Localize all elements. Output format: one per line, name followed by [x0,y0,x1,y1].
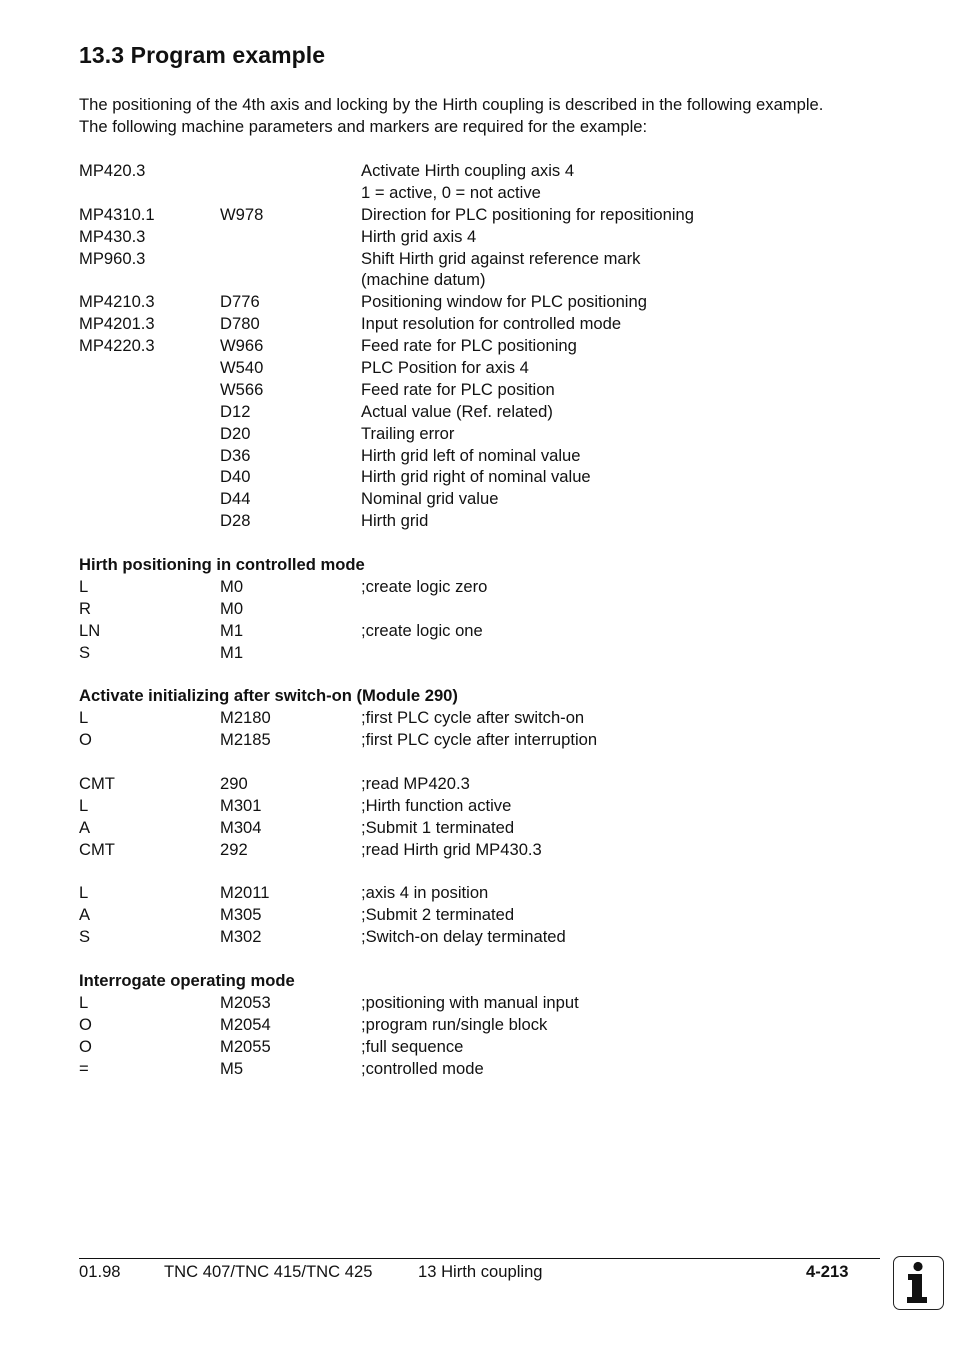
row-col-3: Hirth grid left of nominal value [361,445,581,465]
spacer [79,948,879,970]
row-col-2: D36 [220,445,251,465]
intro-paragraph: The positioning of the 4th axis and locking by the Hirth coupling is described in the following example. The following machine parameters and markers are required for the example: [79,95,824,136]
table-row [79,445,879,467]
table-row [79,466,879,488]
table-row [79,598,879,620]
table-row [79,882,879,904]
row-col-1: L [79,883,89,903]
row-col-3: ;read Hirth grid MP430.3 [361,839,542,859]
table-row [79,335,879,357]
row-col-2: 292 [220,839,248,859]
table-row [79,1014,879,1036]
row-col-1: MP420.3 [79,161,146,180]
row-col-2: M1 [220,642,244,662]
table-row [79,904,879,926]
row-col-3: ;create logic one [361,620,483,640]
section-heading: Hirth positioning in controlled mode [79,555,365,575]
table-row [79,379,879,401]
row-col-3: (machine datum) [361,270,486,290]
row-col-3: ;Hirth function active [361,795,512,815]
content [79,160,879,1079]
table-row [79,576,879,598]
table-row [79,1036,879,1058]
table-row [79,773,879,795]
table-row [79,707,879,729]
row-col-2: M0 [220,598,244,618]
table-row [79,510,879,532]
row-col-2: M301 [220,795,262,815]
row-col-3: Shift Hirth grid against reference mark [361,248,641,268]
row-col-2: M1 [220,620,244,640]
table-row [79,160,879,182]
row-col-2: D28 [220,511,251,531]
row-col-2: D780 [220,314,260,334]
row-col-3: ;Submit 2 terminated [361,905,515,925]
row-col-1: MP4310.1 [79,204,155,224]
row-col-2: W978 [220,204,264,224]
row-col-3: ;first PLC cycle after interruption [361,730,598,750]
row-col-3: ;controlled mode [361,1058,484,1078]
row-col-2: D44 [220,489,251,509]
row-col-1: R [79,598,91,618]
table-row [79,182,879,204]
row-col-3: ;program run/single block [361,1014,548,1034]
row-col-1: L [79,992,89,1012]
row-col-3: Positioning window for PLC positioning [361,292,647,312]
row-col-2: M2054 [220,1014,271,1034]
table-row [79,992,879,1014]
info-icon [893,1256,944,1310]
row-col-1: O [79,730,92,750]
row-col-2: M2053 [220,992,271,1012]
row-col-2: M305 [220,905,262,925]
row-col-3: ;Submit 1 terminated [361,817,515,837]
table-row [79,423,879,445]
table-row [79,926,879,948]
table-row [79,839,879,861]
row-col-3: ;first PLC cycle after switch-on [361,708,585,728]
row-col-3: ;positioning with manual input [361,992,579,1012]
row-col-2: D40 [220,467,251,487]
footer-chapter: 13 Hirth coupling [418,1262,543,1281]
table-row [79,817,879,839]
row-col-2: D776 [220,292,260,312]
row-col-3: ;create logic zero [361,576,488,596]
row-col-1: A [79,905,91,925]
row-col-2: M2055 [220,1036,271,1056]
table-row [79,729,879,751]
spacer [79,663,879,685]
row-col-2: M302 [220,927,262,947]
parameter-table [79,160,879,532]
row-col-1: S [79,927,91,947]
program-sections [79,532,879,1079]
footer-divider [79,1258,880,1259]
row-col-1: L [79,576,89,596]
row-col-3: 1 = active, 0 = not active [361,182,541,202]
row-col-3: Feed rate for PLC positioning [361,336,577,356]
section-heading: Interrogate operating mode [79,970,295,990]
table-row [79,291,879,313]
row-col-3: ;axis 4 in position [361,883,489,903]
row-col-3: Actual value (Ref. related) [361,401,553,421]
table-row [79,620,879,642]
row-col-2: 290 [220,773,248,793]
spacer [79,751,879,773]
row-col-3: ;full sequence [361,1036,464,1056]
table-row [79,226,879,248]
row-col-1: L [79,795,89,815]
row-col-3: Nominal grid value [361,489,499,509]
row-col-2: W566 [220,379,264,399]
row-col-3: Hirth grid [361,511,429,531]
table-row [79,401,879,423]
table-row [79,313,879,335]
row-col-3: PLC Position for axis 4 [361,358,529,378]
row-col-2: M2011 [220,883,270,903]
table-row [79,204,879,226]
row-col-1: O [79,1014,92,1034]
table-row [79,248,879,270]
row-col-3: ;read MP420.3 [361,773,470,793]
row-col-3: Hirth grid right of nominal value [361,467,591,487]
footer-model: TNC 407/TNC 415/TNC 425 [164,1262,373,1281]
row-col-1: L [79,708,89,728]
spacer [79,532,879,554]
row-col-1: MP960.3 [79,248,146,268]
row-col-2: M5 [220,1058,244,1078]
table-row [79,488,879,510]
row-col-1: CMT [79,839,115,859]
row-col-1: MP4220.3 [79,336,155,356]
row-col-2: M0 [220,576,244,596]
row-col-1: A [79,817,91,837]
section-heading: Activate initializing after switch-on (Module 290) [79,686,458,706]
row-col-2: D20 [220,423,251,443]
table-row [79,269,879,291]
row-col-3: Input resolution for controlled mode [361,314,622,334]
row-col-1: LN [79,620,101,640]
table-row [79,642,879,664]
row-col-1: S [79,642,91,662]
row-col-3: Direction for PLC positioning for repositioning [361,204,694,224]
table-row [79,357,879,379]
row-col-3: Hirth grid axis 4 [361,226,477,246]
footer-page-number: 4-213 [806,1262,849,1281]
row-col-3: Trailing error [361,423,455,443]
row-col-1: MP4210.3 [79,292,155,312]
row-col-2: W540 [220,358,264,378]
row-col-1: MP4201.3 [79,314,155,334]
row-col-2: W966 [220,336,264,356]
footer-date: 01.98 [79,1262,121,1281]
table-row [79,795,879,817]
row-col-2: M2185 [220,730,271,750]
row-col-3: Activate Hirth coupling axis 4 [361,161,575,180]
row-col-1: O [79,1036,92,1056]
spacer [79,861,879,883]
row-col-3: ;Switch-on delay terminated [361,927,566,947]
row-col-2: M304 [220,817,262,837]
table-row [79,1058,879,1080]
page-title: 13.3 Program example [79,42,326,68]
row-col-2: M2180 [220,708,271,728]
row-col-3: Feed rate for PLC position [361,379,555,399]
row-col-1: = [79,1058,89,1078]
row-col-2: D12 [220,401,251,421]
row-col-1: MP430.3 [79,226,146,246]
row-col-1: CMT [79,773,115,793]
